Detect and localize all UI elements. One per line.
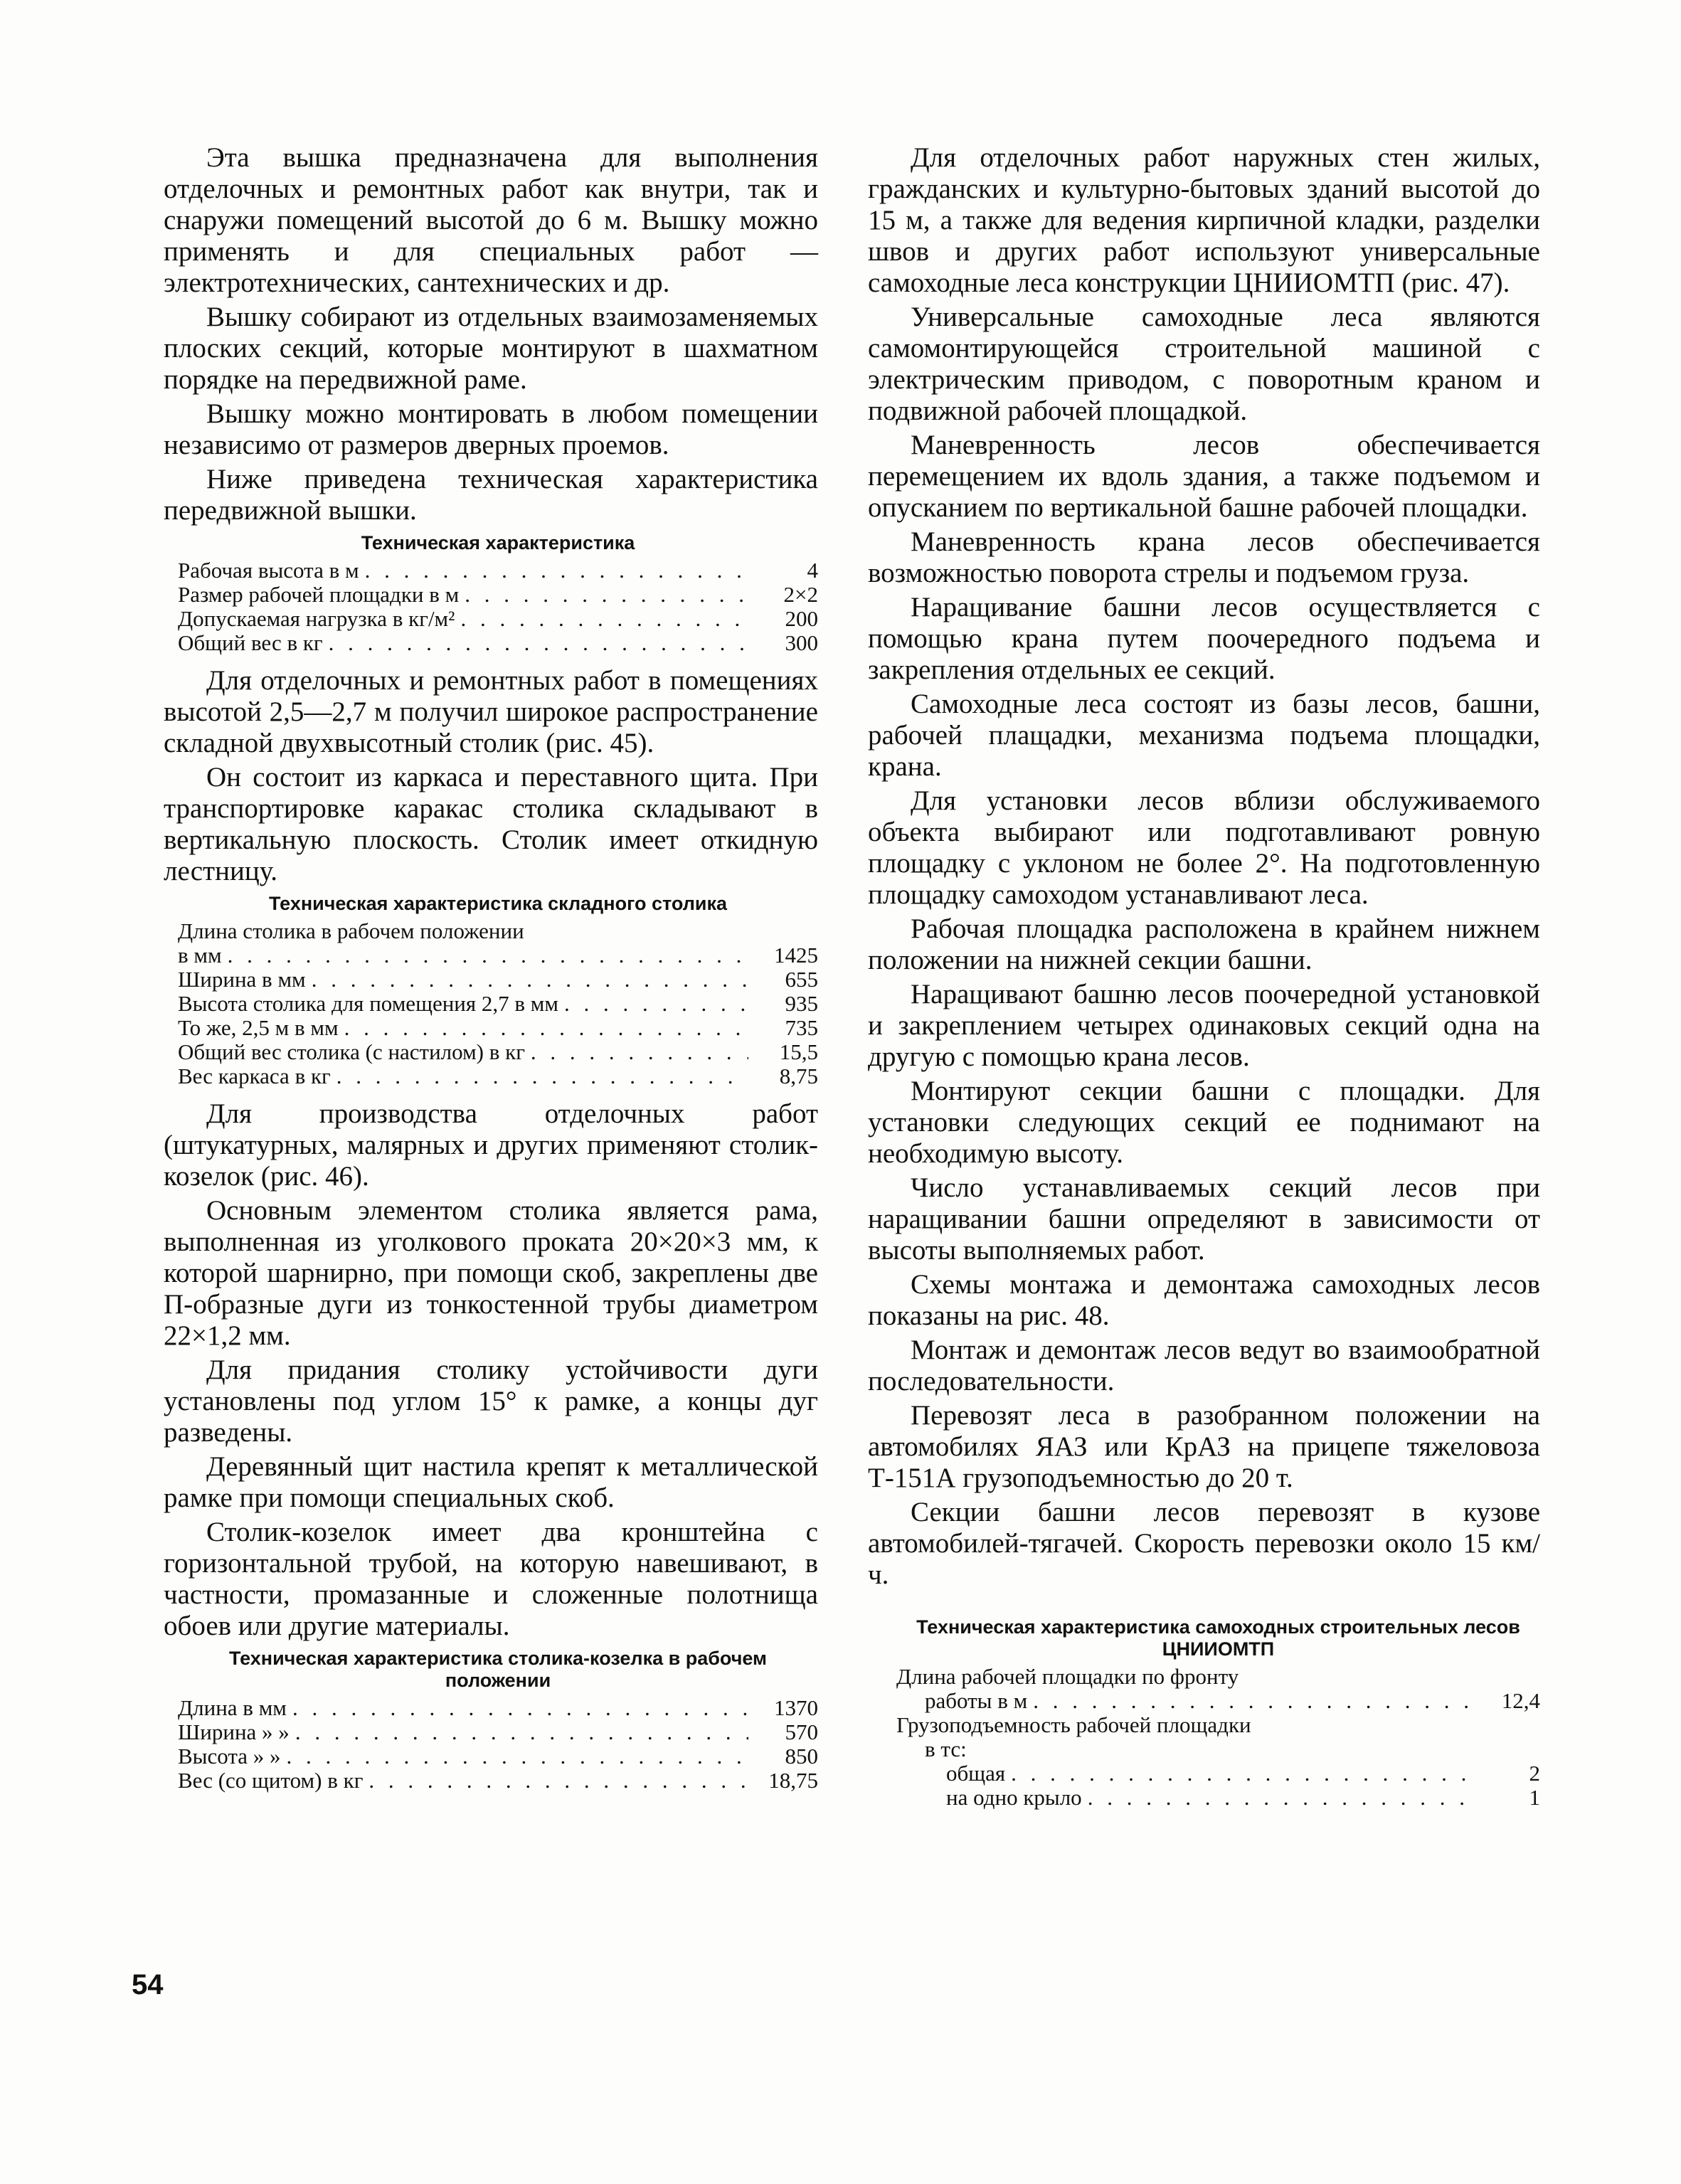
spec-name: Ширина » » <box>178 1719 290 1744</box>
spec-title: Техническая характеристика самоходных строительных лесов ЦНИИОМТП <box>916 1616 1520 1660</box>
spec-row-head <box>178 919 818 943</box>
spec-name: Общий вес столика (с настилом) в кг <box>178 1039 525 1064</box>
spec-row <box>178 631 818 655</box>
paragraph: Наращивают башню лесов поочередной установкой и закреплением четырех одинаковых секций одна на другую с помощью крана лесов. <box>868 979 1540 1072</box>
paragraph: Для производства отделочных работ (штукатурных, малярных и других применяют столик-козелок (рис. 46). <box>164 1098 818 1192</box>
spec-row <box>896 1786 1540 1810</box>
right-column <box>868 142 1540 1820</box>
spec-name: Грузоподъемность рабочей площадки <box>896 1712 1251 1737</box>
paragraph: Вышку можно монтировать в любом помещении независимо от размеров дверных проемов. <box>164 398 818 460</box>
spec-value: 1 <box>1529 1785 1540 1810</box>
spec-row <box>178 558 818 583</box>
paragraph: Эта вышка предназначена для выполнения отделочных и ремонтных работ как внутри, так и снаружи помещений высотой до 6 м. Вышку можно применять и для специальных работ — электротехнических, сантехнических и др. <box>164 142 818 298</box>
spec-table-folding-stand <box>164 893 818 1088</box>
spec-name: на одно крыло <box>946 1785 1082 1810</box>
paragraph: Ниже приведена техническая характеристика передвижной вышки. <box>164 464 818 526</box>
spec-name: Ширина в мм <box>178 967 306 992</box>
spec-row <box>178 968 818 992</box>
page-number: 54 <box>132 1969 164 2000</box>
spec-row <box>178 1720 818 1744</box>
spec-value: 1370 <box>774 1695 818 1720</box>
spec-name: Рабочая высота в м <box>178 558 359 583</box>
spec-value: 300 <box>785 630 818 655</box>
paragraph: Универсальные самоходные леса являются самомонтирующейся строительной машиной с электрическим приводом, с поворотным краном и подвижной рабочей площадкой. <box>868 302 1540 426</box>
paragraph: Маневренность лесов обеспечивается перемещением их вдоль здания, а также подъемом и опусканием по вертикальной башне рабочей площадки. <box>868 430 1540 523</box>
spec-value: 12,4 <box>1501 1688 1540 1713</box>
paragraph: Для отделочных работ наружных стен жилых, гражданских и культурно-бытовых зданий высотой до 15 м, а также для ведения кирпичной кладки, разделки швов и других работ используют универсальные самоходные леса конструкции ЦНИИОМТП (рис. 47). <box>868 142 1540 298</box>
spec-name: в мм <box>178 943 222 968</box>
spec-title: Техническая характеристика столика-козелка в рабочем положении <box>228 1648 768 1691</box>
spec-name: Вес каркаса в кг <box>178 1064 331 1088</box>
paragraph: Он состоит из каркаса и переставного щита. При транспортировке каракас столика складывают в вертикальную плоскость. Столик имеет откидную лестницу. <box>164 762 818 886</box>
spec-value: 18,75 <box>768 1768 818 1793</box>
spec-name: общая <box>946 1761 1006 1786</box>
spec-table-scaffolding <box>868 1616 1540 1810</box>
spec-value: 850 <box>785 1744 818 1769</box>
spec-name: То же, 2,5 м в мм <box>178 1015 339 1040</box>
spec-name: Длина рабочей площадки по фронту <box>896 1664 1239 1689</box>
spec-row <box>896 1761 1540 1786</box>
spec-name: Размер рабочей площадки в м <box>178 582 460 607</box>
spec-name: Допускаемая нагрузка в кг/м² <box>178 606 455 631</box>
spec-name: Высота столика для помещения 2,7 в мм <box>178 991 559 1016</box>
paragraph: Рабочая площадка расположена в крайнем нижнем положении на нижней секции башни. <box>868 913 1540 975</box>
paragraph: Столик-козелок имеет два кронштейна с горизонтальной трубой, на которую навешивают, в частности, промазанные и сложенные полотнища обоев или другие материалы. <box>164 1517 818 1641</box>
spec-name: в тс: <box>925 1737 967 1761</box>
spec-row <box>178 1769 818 1793</box>
spec-row <box>178 1744 818 1769</box>
paragraph: Для установки лесов вблизи обслуживаемого объекта выбирают или подготавливают ровную площадку с уклоном не более 2°. На подготовленную площадку самоходом устанавливают леса. <box>868 785 1540 910</box>
spec-value: 8,75 <box>779 1064 818 1088</box>
spec-row-head <box>896 1713 1540 1737</box>
spec-table-tower <box>164 532 818 655</box>
paragraph: Для придания столику устойчивости дуги установлены под углом 15° к рамке, а концы дуг разведены. <box>164 1355 818 1448</box>
spec-value: 15,5 <box>779 1039 818 1064</box>
spec-name: работы в м <box>925 1688 1028 1713</box>
spec-row <box>178 1040 818 1064</box>
spec-title: Техническая характеристика <box>361 532 635 553</box>
spec-title: Техническая характеристика складного столика <box>269 893 727 914</box>
left-column <box>164 142 818 1803</box>
spec-value: 200 <box>785 606 818 631</box>
spec-row <box>178 607 818 631</box>
paragraph: Монтируют секции башни с площадки. Для установки следующих секций ее поднимают на необходимую высоту. <box>868 1076 1540 1169</box>
spec-name: Высота » » <box>178 1744 281 1769</box>
spec-value: 4 <box>807 558 818 583</box>
spec-value: 1425 <box>774 943 818 968</box>
paragraph: Монтаж и демонтаж лесов ведут во взаимообратной последовательности. <box>868 1335 1540 1396</box>
spec-name: Вес (со щитом) в кг <box>178 1768 364 1793</box>
spec-row <box>178 583 818 607</box>
spec-row-head <box>896 1737 1540 1761</box>
paragraph: Наращивание башни лесов осуществляется с помощью крана путем поочередного подъема и закрепления отдельных ее секций. <box>868 592 1540 685</box>
paragraph: Самоходные леса состоят из базы лесов, башни, рабочей плащадки, механизма подъема площадки, крана. <box>868 689 1540 782</box>
spec-value: 2×2 <box>783 582 818 607</box>
spec-table-trestle <box>164 1648 818 1793</box>
paragraph: Секции башни лесов перевозят в кузове автомобилей-тягачей. Скорость перевозки около 15 км/ч. <box>868 1497 1540 1590</box>
spec-row <box>178 1696 818 1720</box>
spec-name: Общий вес в кг <box>178 630 323 655</box>
spec-row <box>178 1064 818 1088</box>
paragraph: Вышку собирают из отдельных взаимозаменяемых плоских секций, которые монтируют в шахматном порядке на передвижной раме. <box>164 302 818 395</box>
spec-row <box>178 943 818 968</box>
paragraph: Перевозят леса в разобранном положении на автомобилях ЯАЗ или КрАЗ на прицепе тяжеловоза Т-151А грузоподъемностью до 20 т. <box>868 1400 1540 1493</box>
spec-value: 655 <box>785 967 818 992</box>
paragraph: Для отделочных и ремонтных работ в помещениях высотой 2,5—2,7 м получил широкое распространение складной двухвысотный столик (рис. 45). <box>164 665 818 758</box>
spec-name: Длина столика в рабочем положении <box>178 918 524 943</box>
spec-row-head <box>896 1665 1540 1689</box>
spec-value: 935 <box>785 991 818 1016</box>
spec-row <box>178 992 818 1016</box>
paragraph: Схемы монтажа и демонтажа самоходных лесов показаны на рис. 48. <box>868 1269 1540 1331</box>
spec-value: 570 <box>785 1719 818 1744</box>
spec-row <box>896 1689 1540 1713</box>
spec-row <box>178 1016 818 1040</box>
paragraph: Основным элементом столика является рама, выполненная из уголкового проката 20×20×3 мм, к которой шарнирно, при помощи скоб, закреплены две П-образные дуги из тонкостенной трубы диаметром 22×1,2 мм. <box>164 1195 818 1351</box>
spec-name: Длина в мм <box>178 1695 287 1720</box>
paragraph: Число устанавливаемых секций лесов при наращивании башни определяют в зависимости от высоты выполняемых работ. <box>868 1172 1540 1266</box>
spec-value: 2 <box>1529 1761 1540 1786</box>
paragraph: Деревянный щит настила крепят к металлической рамке при помощи специальных скоб. <box>164 1451 818 1513</box>
spec-value: 735 <box>785 1015 818 1040</box>
paragraph: Маневренность крана лесов обеспечивается возможностью поворота стрелы и подъемом груза. <box>868 526 1540 588</box>
